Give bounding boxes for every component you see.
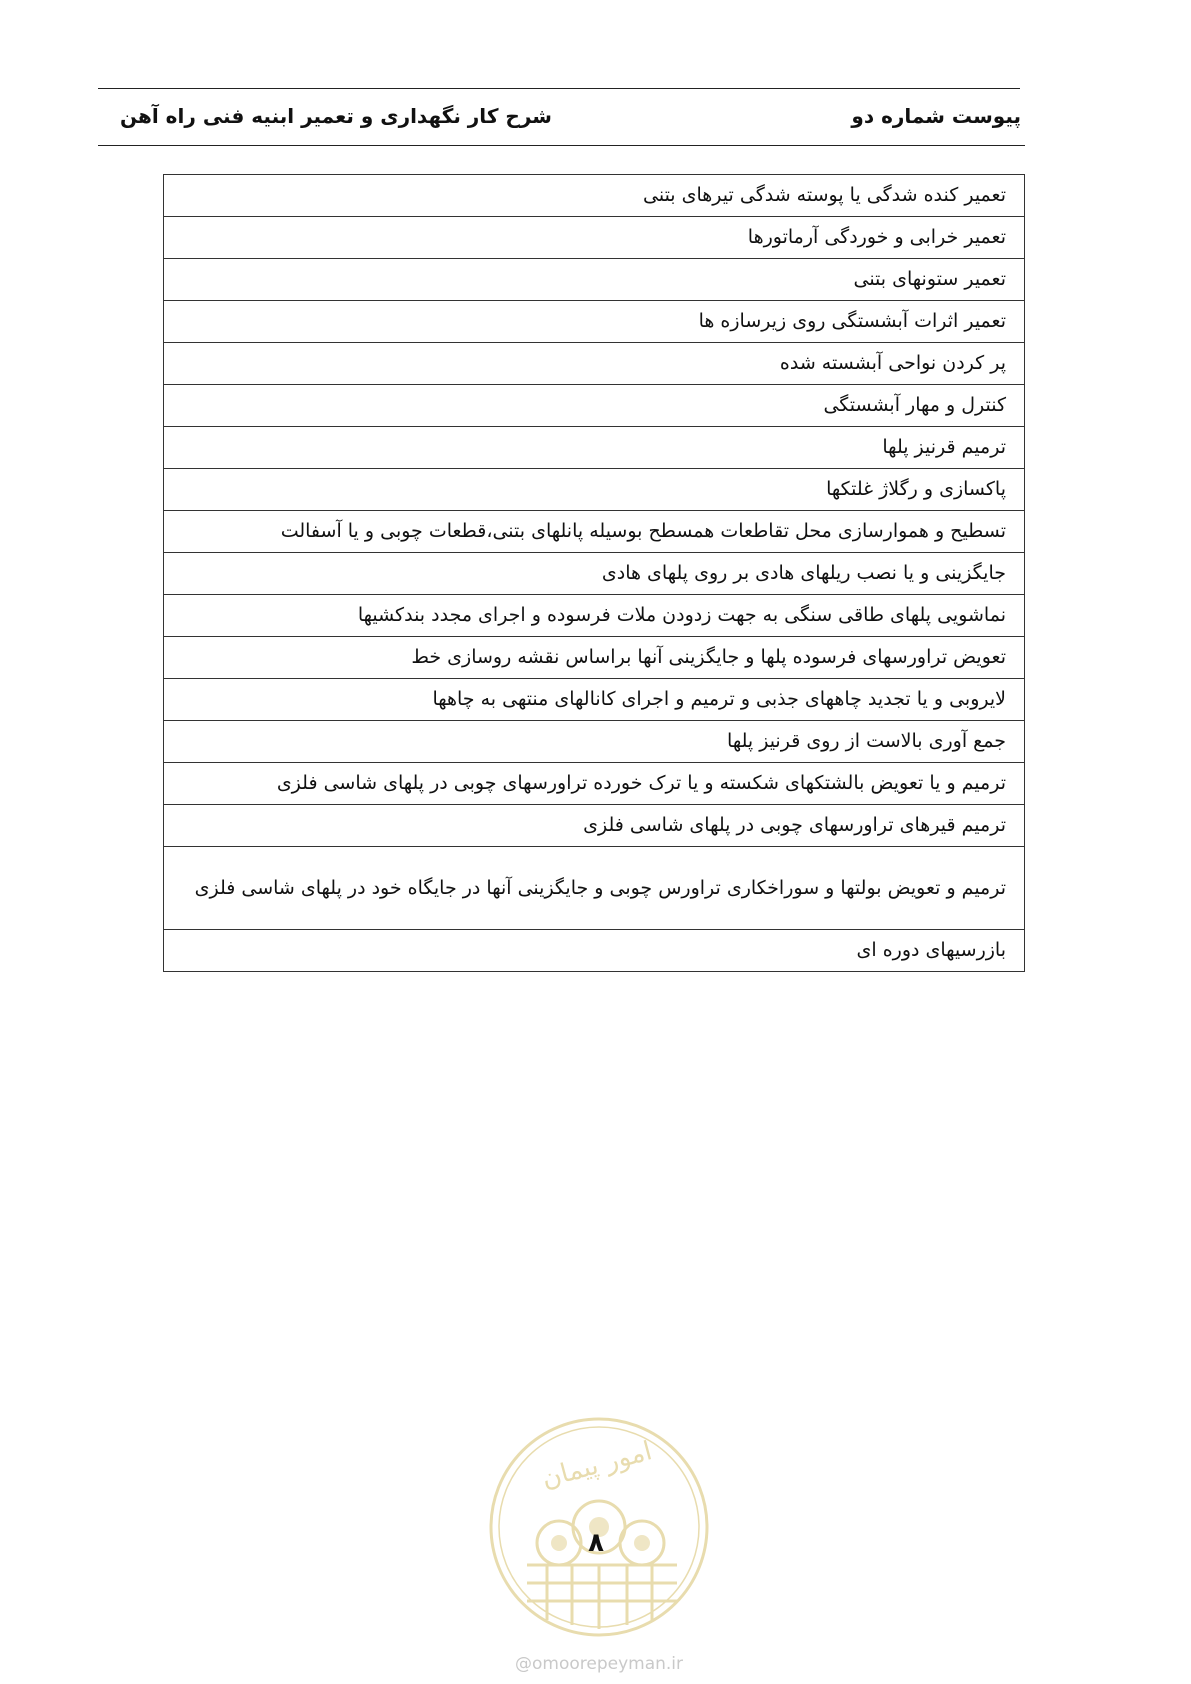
task-cell: ترمیم قیرهای تراورسهای چوبی در پلهای شاسی فلزی xyxy=(164,805,1025,847)
task-cell: ترمیم قرنیز پلها xyxy=(164,427,1025,469)
task-cell: پر کردن نواحی آبشسته شده xyxy=(164,343,1025,385)
table-row xyxy=(164,385,1025,427)
task-cell: کنترل و مهار آبشستگی xyxy=(164,385,1025,427)
task-cell: لایروبی و یا تجدید چاههای جذبی و ترمیم و اجرای کانالهای منتهی به چاهها xyxy=(164,679,1025,721)
table-row xyxy=(164,595,1025,637)
document-label: پیوست شماره دو xyxy=(851,104,1021,128)
table-row xyxy=(164,427,1025,469)
page-number: ۸ xyxy=(588,1528,604,1558)
table-row xyxy=(164,721,1025,763)
table-row xyxy=(164,930,1025,972)
table-row xyxy=(164,175,1025,217)
table-row xyxy=(164,637,1025,679)
table-row xyxy=(164,511,1025,553)
task-cell: جمع آوری بالاست از روی قرنیز پلها xyxy=(164,721,1025,763)
task-cell: تعمیر کنده شدگی یا پوسته شدگی تیرهای بتنی xyxy=(164,175,1025,217)
task-cell: تعویض تراورسهای فرسوده پلها و جایگزینی آنها براساس نقشه روسازی خط xyxy=(164,637,1025,679)
task-cell: تعمیر خرابی و خوردگی آرماتورها xyxy=(164,217,1025,259)
task-cell: نماشویی پلهای طاقی سنگی به جهت زدودن ملات فرسوده و اجرای مجدد بندکشیها xyxy=(164,595,1025,637)
seal-text: امور پیمان xyxy=(538,1436,656,1495)
task-cell: ترمیم و تعویض بولتها و سوراخکاری تراورس چوبی و جایگزینی آنها در جایگاه خود در پلهای شاسی فلزی xyxy=(164,847,1025,930)
header-bottom-rule xyxy=(98,145,1025,146)
table-row xyxy=(164,553,1025,595)
watermark-text: @omoorepeyman.ir xyxy=(514,1654,684,1674)
task-cell: تعمیر اثرات آبشستگی روی زیرسازه ها xyxy=(164,301,1025,343)
task-cell: تعمیر ستونهای بتنی xyxy=(164,259,1025,301)
task-cell: بازرسیهای دوره ای xyxy=(164,930,1025,972)
table-row xyxy=(164,301,1025,343)
table-row xyxy=(164,343,1025,385)
table-row xyxy=(164,469,1025,511)
task-table xyxy=(163,174,1025,972)
table-row xyxy=(164,847,1025,930)
task-cell: پاکسازی و رگلاژ غلتکها xyxy=(164,469,1025,511)
header-top-rule xyxy=(98,88,1020,89)
table-row xyxy=(164,679,1025,721)
table-row xyxy=(164,259,1025,301)
document-title: شرح کار نگهداری و تعمیر ابنیه فنی راه آهن xyxy=(120,104,552,128)
table-row xyxy=(164,763,1025,805)
table-row xyxy=(164,805,1025,847)
task-cell: جایگزینی و یا نصب ریلهای هادی بر روی پلهای هادی xyxy=(164,553,1025,595)
task-cell: تسطیح و هموارسازی محل تقاطعات همسطح بوسیله پانلهای بتنی،قطعات چوبی و یا آسفالت xyxy=(164,511,1025,553)
table-row xyxy=(164,217,1025,259)
task-cell: ترمیم و یا تعویض بالشتکهای شکسته و یا ترک خورده تراورسهای چوبی در پلهای شاسی فلزی xyxy=(164,763,1025,805)
